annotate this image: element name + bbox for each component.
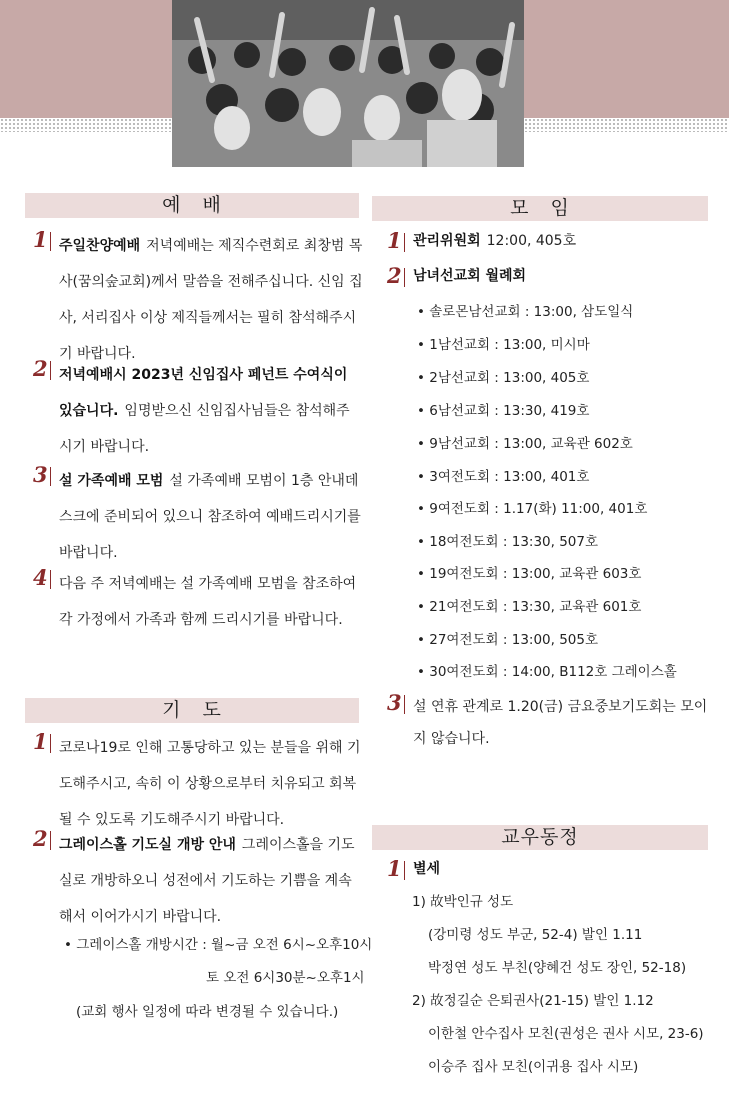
obituary-line: 이한철 안수집사 모친(권성은 권사 시모, 23-6) (428, 1026, 704, 1042)
list-item: • 30여전도회 : 14:00, B112호 그레이스홀 (417, 664, 677, 680)
item-number: 2 (33, 826, 48, 851)
list-item: • 2남선교회 : 13:00, 405호 (417, 370, 590, 386)
list-item: • 솔로몬남선교회 : 13:00, 삼도일식 (417, 304, 634, 320)
worship-header: 예 배 (25, 193, 359, 218)
number-divider (50, 831, 51, 850)
item-number: 1 (33, 729, 48, 754)
worship-item-4 (33, 566, 363, 638)
meeting-item-1 (387, 229, 707, 255)
number-divider (50, 232, 51, 251)
prayer-header: 기 도 (25, 698, 359, 723)
list-item: • 21여전도회 : 13:30, 교육관 601호 (417, 599, 642, 615)
item-title: 주일찬양예배 (59, 238, 141, 254)
item-number: 3 (33, 462, 48, 487)
number-divider (404, 268, 405, 287)
worship-photo (172, 0, 524, 167)
number-divider (404, 695, 405, 714)
item-title: 남녀선교회 월례회 (413, 268, 527, 284)
list-item: • 6남선교회 : 13:30, 419호 (417, 403, 590, 419)
number-divider (404, 861, 405, 880)
worship-item-3 (33, 463, 363, 559)
list-item: • 19여전도회 : 13:00, 교육관 603호 (417, 566, 642, 582)
item-text: 설 연휴 관계로 1.20(금) 금요중보기도회는 모이지 않습니다. (413, 699, 708, 747)
item-number: 1 (33, 227, 48, 252)
item-title: 별세 (413, 861, 441, 877)
item-number: 2 (33, 356, 48, 381)
item-title: 그레이스홀 기도실 개방 안내 (59, 837, 236, 853)
obituary-line: 1) 故박인규 성도 (412, 894, 514, 910)
number-divider (404, 233, 405, 252)
prayer-item-2 (33, 827, 363, 935)
obituary-line: 2) 故정길순 은퇴권사(21-15) 발인 1.12 (412, 993, 654, 1009)
list-item: • 18여전도회 : 13:30, 507호 (417, 534, 599, 550)
list-item: • 9여전도회 : 1.17(화) 11:00, 401호 (417, 501, 648, 517)
item-number: 3 (387, 690, 402, 715)
meeting-item-3 (387, 691, 712, 757)
schedule-note: (교회 행사 일정에 따라 변경될 수 있습니다.) (76, 1004, 339, 1020)
item-text: 임명받으신 신임집사님들은 참석해주시기 바랍니다. (59, 403, 350, 455)
item-number: 1 (387, 228, 402, 253)
hours-weekday: • 그레이스홀 개방시간 : 월~금 오전 6시~오후10시 (64, 937, 373, 953)
obituary-line: 이승주 집사 모친(이귀용 집사 시모) (428, 1059, 639, 1075)
worship-item-2 (33, 357, 363, 453)
list-item: • 27여전도회 : 13:00, 505호 (417, 632, 599, 648)
item-text: 설 가족예배 모범이 1층 안내데스크에 준비되어 있으니 참조하여 예배드리시기를 바랍니다. (59, 473, 361, 561)
item-text: 그레이스홀을 기도실로 개방하오니 성전에서 기도하는 기쁨을 계속해서 이어가시기 바랍니다. (59, 837, 355, 925)
item-text: 저녁예배는 제직수련회로 최창범 목사(꿈의숲교회)께서 말씀을 전해주십니다. 신임 집사, 서리집사 이상 제직들께서는 필히 참석해주시기 바랍니다. (59, 238, 363, 362)
item-number: 2 (387, 263, 402, 288)
fellowship-header: 교우동정 (372, 825, 708, 850)
item-text: 다음 주 저녁예배는 설 가족예배 모범을 참조하여 각 가정에서 가족과 함께 드리시기를 바랍니다. (59, 576, 357, 628)
number-divider (50, 734, 51, 753)
number-divider (50, 361, 51, 380)
item-text: 코로나19로 인해 고통당하고 있는 분들을 위해 기도해주시고, 속히 이 상황으로부터 치유되고 회복될 수 있도록 기도해주시기 바랍니다. (59, 740, 361, 828)
item-number: 4 (33, 565, 48, 590)
item-title: 저녁예배시 2023년 신임집사 페넌트 수여식이 있습니다. (59, 367, 348, 419)
obituary-line: 박정연 성도 부친(양혜건 성도 장인, 52-18) (428, 960, 687, 976)
item-number: 1 (387, 856, 402, 881)
number-divider (50, 467, 51, 486)
prayer-item-1 (33, 730, 363, 838)
worship-item-1 (33, 227, 363, 362)
list-item: • 9남선교회 : 13:00, 교육관 602호 (417, 436, 633, 452)
item-title: 설 가족예배 모범 (59, 473, 164, 489)
meeting-header: 모 임 (372, 196, 708, 221)
obituary-line: (강미령 성도 부군, 52-4) 발인 1.11 (428, 927, 643, 943)
hours-saturday: 토 오전 6시30분~오후1시 (206, 970, 365, 986)
meeting-item-2 (387, 264, 707, 290)
fellowship-item-1 (387, 857, 707, 883)
list-item: • 3여전도회 : 13:00, 401호 (417, 469, 590, 485)
list-item: • 1남선교회 : 13:00, 미시마 (417, 337, 590, 353)
item-title: 관리위원회 (413, 233, 481, 249)
number-divider (50, 570, 51, 589)
item-text: 12:00, 405호 (486, 233, 577, 249)
